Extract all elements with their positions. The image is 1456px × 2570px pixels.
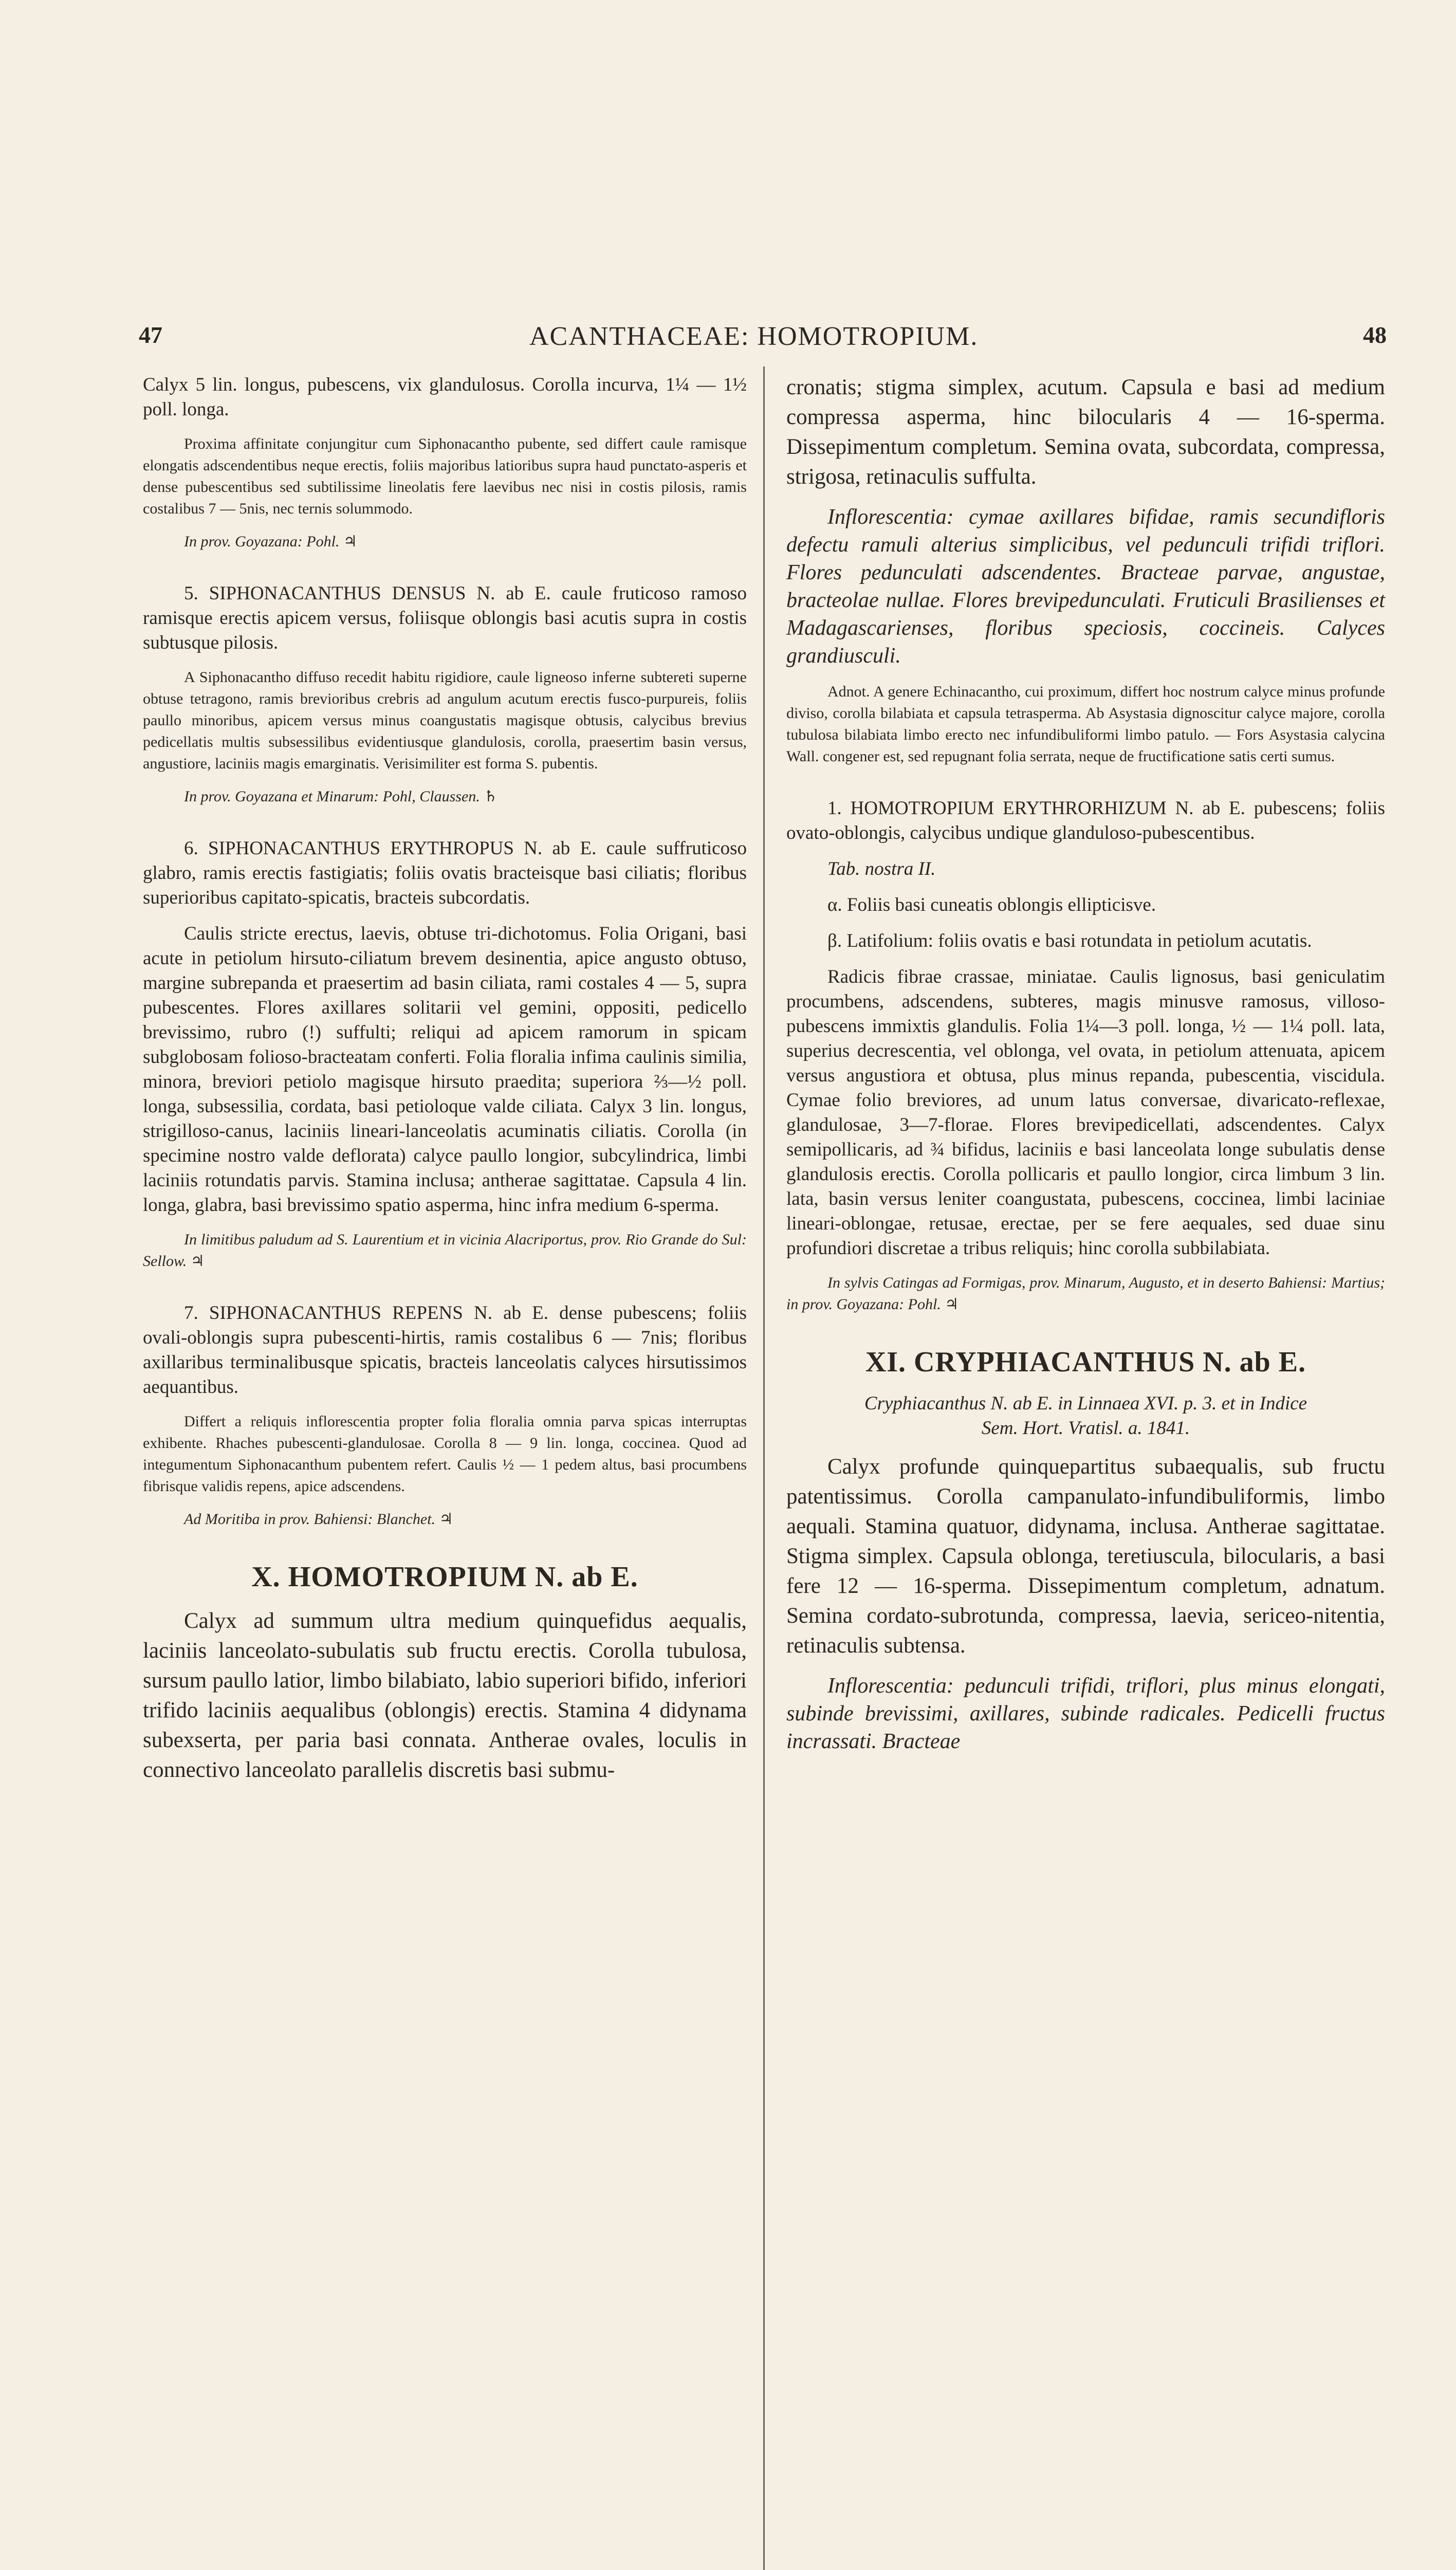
- affinity-note: Proxima affinitate conjungitur cum Siphonacantho pubente, sed differt caule ramisque elongatis adscendentibus neque erectis, foliis majoribus latioribus supra haud punctato-asperis et dense pubescentibus sed subtilissime lineolatis fere laevibus nec nisi in costis pilosis, ramis costalibus 7 — 5nis, nec ternis solummodo.: [143, 435, 747, 517]
- homotropium-genus-description: Calyx ad summum ultra medium quinquefidus aequalis, laciniis lanceolato-subulatis sub fructu erectis. Corolla tubulosa, sursum paullo latior, limbo bilabiato, labio superiori bifido, inferiori trifido laciniis aequalibus (oblongis) erectis. Stamina 4 didynama subexserta, per paria basi connata. Antherae ovales, loculis in connectivo lanceolato parallelis discretis basi submu-: [143, 1609, 747, 1782]
- section-cryphiacanthus: XI. CRYPHIACANTHUS N. ab E.: [865, 1346, 1306, 1378]
- cryphiacanthus-citation-line1: Cryphiacanthus N. ab E. in Linnaea XVI. p. 3. et in Indice: [864, 1393, 1307, 1414]
- locality-goyaz: In prov. Goyazana: Pohl. ♃: [184, 533, 357, 550]
- densus-note: A Siphonacantho diffuso recedit habitu rigidiore, caule ligneoso inferne subtereti superne obtuse tetragono, ramis brevioribus crebris ad angulum acutum erectis fusco-purpureis, foliis paullo minoribus, apicem versus minus coangustatis magisque obtusis, calycibus brevius pedicellatis multis subsessilibus evidentiusque glandulosis, corolla, praesertim basin versus, angustiore, laciniis magis emarginatis. Verisimiliter est forma S. pubentis.: [143, 669, 747, 772]
- species-densus: 5. SIPHONACANTHUS DENSUS N. ab E. caule fruticoso ramoso ramisque erectis apicem versus, foliisque oblongis basi acutis supra in costis subtusque pilosis.: [143, 583, 747, 653]
- cryphiacanthus-citation-line2: Sem. Hort. Vratisl. a. 1841.: [981, 1418, 1190, 1439]
- densus-locality: In prov. Goyazana et Minarum: Pohl, Claussen. ♄: [184, 788, 498, 805]
- erythropus-description: Caulis stricte erectus, laevis, obtuse tri-dichotomus. Folia Origani, basi acute in petiolum hirsuto-ciliatum brevem desinentia, apice angusto obtuso, margine subrepanda et praesertim ad basin ciliata, rami costales 4 — 5, supra pubescentes. Flores axillares solitarii vel gemini, oppositi, pedicello brevissimo, rubro (!) suffulti; reliqui ad apicem ramorum in spicam subglobosam folioso-bracteatam conferti. Folia floralia infima caulinis similia, minora, breviori petiolo magisque hirsuto praedita; superiora ⅔—½ poll. longa, subsessilia, cordata, basi petioloque valde ciliata. Calyx 3 lin. longus, strigilloso-canus, laciniis lineari-lanceolatis acuminatis ciliatis. Corolla (in specimine nostro valde deflorata) calyce paullo longior, subcylindrica, limbi laciniis rotundatis parvis. Stamina inclusa; antherae sagittatae. Capsula 4 lin. longa, glabra, basi brevissimo spatio asperma, hinc infra medium 6-sperma.: [143, 923, 747, 1216]
- cryphiacanthus-genus-description: Calyx profunde quinquepartitus subaequalis, sub fructu patentissimus. Corolla campanulato-infundibuliformis, limbo aequali. Stamina quatuor, didynama, inclusa. Antherae sagittatae. Stigma simplex. Capsula oblonga, teretiuscula, bilocularis, a basi fere 12 — 16-sperma. Dissepimentum completum, adnatum. Semina cordato-subrotunda, compressa, laevia, sericeo-nitentia, retinaculis subtensa.: [786, 1455, 1385, 1658]
- erythropus-locality: In limitibus paludum ad S. Laurentium et in vicinia Alacriportus, prov. Rio Grande do Sul: Sellow. ♃: [143, 1231, 747, 1270]
- plate-reference: Tab. nostra II.: [827, 858, 936, 879]
- homotropium-genus-continued: cronatis; stigma simplex, acutum. Capsula e basi ad medium compressa asperma, hinc bilocularis 4 — 16-sperma. Dissepimentum completum. Semina ovata, subcordata, compressa, strigosa, retinaculis suffulta.: [786, 375, 1385, 489]
- repens-locality: Ad Moritiba in prov. Bahiensi: Blanchet. ♃: [184, 1511, 453, 1528]
- homotropium-annotation: Adnot. A genere Echinacantho, cui proximum, differt hoc nostrum calyce minus profunde diviso, corolla bilabiata et capsula tetrasperma. Ab Asystasia dignoscitur calyce majore, corolla tubulosa bilabiata limbo erecto nec infundibuliformi limbo patulo. — Fors Asystasia calycina Wall. congener est, sed repugnant folia serrata, neque de fructificatione satis certi sumus.: [786, 683, 1385, 765]
- species-repens: 7. SIPHONACANTHUS REPENS N. ab E. dense pubescens; foliis ovali-oblongis supra pubescenti-hirtis, ramis costalibus 6 — 7nis; floribus axillaribus terminalibusque spicatis, bracteis lanceolatis calyces hirsutissimos aequantibus.: [143, 1302, 747, 1398]
- right-column: [786, 373, 1385, 1755]
- running-title: ACANTHACEAE: HOMOTROPIUM.: [529, 322, 979, 351]
- section-homotropium: X. HOMOTROPIUM N. ab E.: [251, 1561, 638, 1593]
- erythrorhizum-description: Radicis fibrae crassae, miniatae. Caulis lignosus, basi geniculatim procumbens, adscendens, subteres, magis minusve ramosus, villoso-pubescens immixtis glandulis. Folia 1¼—3 poll. longa, ½ — 1¼ poll. lata, superius decrescentia, vel oblonga, vel ovata, in petiolum attenuata, apicem versus angustiora et obtusa, plus minus repanda, pubescentia, viscidula. Cymae folio breviores, ad unum latus conversae, divaricato-reflexae, glandulosae, 3—7-florae. Flores brevipedicellati, adscendentes. Calyx semipollicaris, ad ¾ bifidus, laciniis e basi lanceolata longe subulatis dense glandulosis erectis. Corolla pollicaris et paullo longior, circa limbum 3 lin. lata, basin versus leniter coangustata, pubescens, coccinea, limbi laciniae lineari-oblongae, retusae, erectae, per se fere aequales, sed duae sinu profundiori discretae a tribus reliquis; hinc corolla subbilabiata.: [786, 966, 1385, 1259]
- running-header: [139, 321, 1387, 357]
- variety-beta: β. Latifolium: foliis ovatis e basi rotundata in petiolum acutatis.: [827, 930, 1312, 951]
- left-column: [143, 373, 747, 1785]
- erythrorhizum-locality: In sylvis Catingas ad Formigas, prov. Minarum, Augusto, et in deserto Bahiensi: Martius; in prov. Goyazana: Pohl. ♃: [786, 1274, 1385, 1313]
- species-erythropus: 6. SIPHONACANTHUS ERYTHROPUS N. ab E. caule suffruticoso glabro, ramis erectis fastigiatis; foliis ovatis bracteisque basi ciliatis; floribus superioribus capitato-spicatis, bracteis subcordatis.: [143, 838, 747, 908]
- species-erythrorhizum: 1. HOMOTROPIUM ERYTHRORHIZUM N. ab E. pubescens; foliis ovato-oblongis, calycibus undique glanduloso-pubescentibus.: [786, 798, 1385, 843]
- column-divider: [763, 366, 765, 2570]
- calyx-corolla-desc: Calyx 5 lin. longus, pubescens, vix glandulosus. Corolla incurva, 1¼ — 1½ poll. longa.: [143, 374, 747, 420]
- repens-note: Differt a reliquis inflorescentia propter folia floralia omnia parva spicas interruptas exhibente. Rhaches pubescenti-glandulosae. Corolla 8 — 9 lin. longa, coccinea. Quod ad integumentum Siphonacanthum pubentem refert. Caulis ½ — 1 pedem altus, basi procumbens fibrisque validis repens, apice adscendens.: [143, 1413, 747, 1495]
- variety-alpha: α. Foliis basi cuneatis oblongis ellipticisve.: [827, 894, 1156, 915]
- page-number-left: 47: [139, 322, 162, 348]
- cryphiacanthus-inflorescence: Inflorescentia: pedunculi trifidi, triflori, plus minus elongati, subinde brevissimi, axillares, subinde radicales. Pedicelli fructus incrassati. Bracteae: [786, 1674, 1385, 1753]
- homotropium-inflorescence: Inflorescentia: cymae axillares bifidae, ramis secundifloris defectu ramuli alterius simplicibus, vel pedunculi trifidi triflori. Flores pedunculati adscendentes. Bracteae parvae, angustae, bracteolae nullae. Flores brevipedunculati. Fruticuli Brasilienses et Madagascarienses, floribus speciosis, coccineis. Calyces grandiusculi.: [786, 505, 1385, 668]
- page-number-right: 48: [1363, 322, 1387, 348]
